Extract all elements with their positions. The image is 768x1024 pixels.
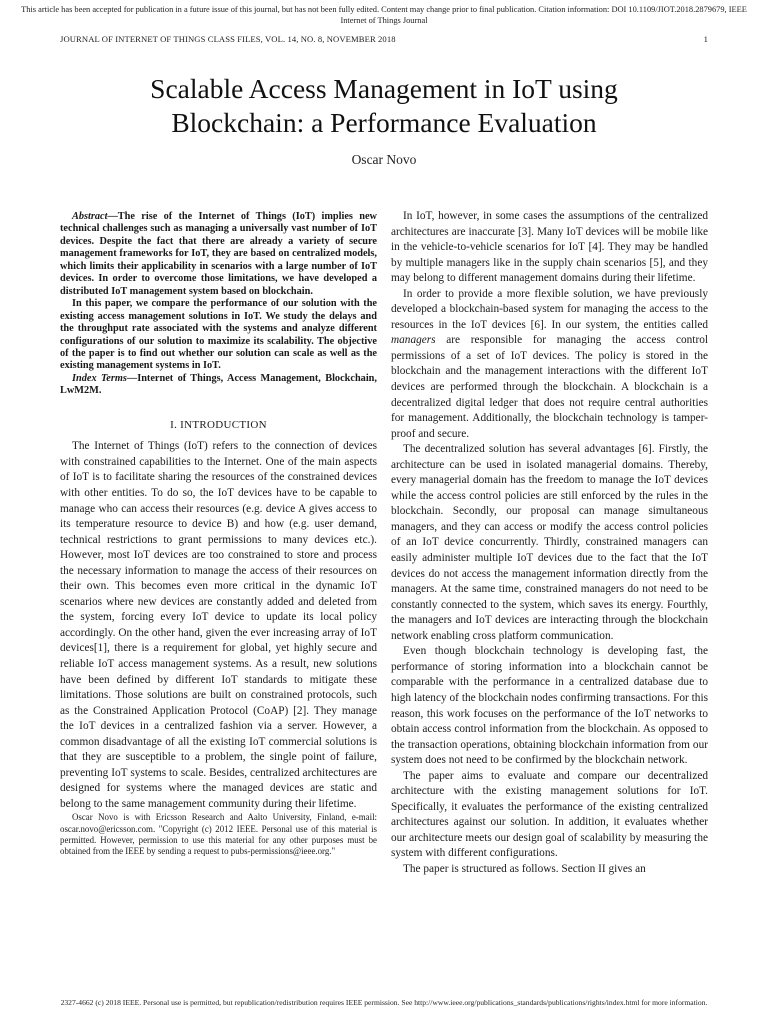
body-paragraph-1: In IoT, however, in some cases the assumptions of the centralized architectures are inaccurate [3]. Many IoT devices will be mobile like in the vehicle-to-vehicle scenarios for IoT [4]. They may be handled by multiple managers like in the supply chain scenarios [5], and they may belong to different management domains during their lifetime. (391, 210, 708, 285)
p2-part-a: In order to provide a more flexible solution, we have previously developed a blockchain-based system for managing the access to the resources in the IoT devices [6]. In our system, the entities called (391, 287, 708, 331)
abstract-paragraph (60, 211, 377, 298)
section-heading-introduction (60, 418, 377, 434)
body-paragraph-5: The paper aims to evaluate and compare our decentralized architecture with the existing management solutions for IoT. Specifically, it evaluates the performance of the existing centralized architectures against our solution. In addition, it evaluates whether our architecture meets our design goal of scalability by measuring the system with different configurations. (391, 769, 708, 860)
title-line-2: Blockchain: a Performance Evaluation (171, 107, 597, 138)
section-title-rest: NTRODUCTION (184, 418, 267, 431)
p2-emphasis-managers: managers (391, 334, 436, 347)
body-paragraph-2 (391, 287, 708, 442)
body-paragraph-4: Even though blockchain technology is developing fast, the performance of storing information into a blockchain cannot be comparable with the performance in a centralized database due to high latency of the blockchain nodes confirming transactions. For this reason, this work focuses on the performance of the IoT networks to obtain access control information from the blockchain. As opposed to the transaction operations, obtaining blockchain information from our system does not need to be confirmed by the blockchain network. (391, 645, 708, 767)
body-paragraph-3: The decentralized solution has several advantages [6]. Firstly, the architecture can be used in isolated managerial domains. Thereby, every managerial domain has the freedom to manage the IoT devices while the access control policies are still enforced by the rules in the blockchain. Secondly, our proposal can manage simultaneous managers, and they can access or modify the access control policies of an IoT device concurrently. Thirdly, constrained managers can easily administer multiple IoT devices due to the fact that the IoT devices do not access the management information directly from the managers. At the same time, constrained managers do not need to be constantly connected to the system, which saves its energy. Fourthly, the managers and IoT devices are interacting through the blockchain network enabling cross platform communication. (391, 443, 708, 642)
running-head (60, 34, 708, 44)
publication-notice: This article has been accepted for publication in a future issue of this journal, but has not been fully edited. Content may change prior to final publication. Citation information: DOI 10.1109/JIOT.2018.2879679, IEEE Internet of Things Journal (21, 5, 747, 25)
abstract-paragraph-2: In this paper, we compare the performance of our solution with the existing access management solutions in IoT. We study the delays and the throughput rate associated with the systems and analyze different configurations of our solution to maximize its scalability. The objective of the paper is to find out whether our solution can scale as well as the existing management systems in IoT. (60, 298, 377, 372)
left-column (60, 211, 377, 858)
author-name: Oscar Novo (351, 152, 417, 167)
intro-paragraph: The Internet of Things (IoT) refers to the connection of devices with constrained capabilities to the Internet. One of the main aspects of IoT is to facilitate sharing the resources of the constrained devices with other entities. To do so, the IoT devices have to be capable to manage who can access their resources (e.g. device A gives access to its temperature resource to device B) and how (e.g. user demand, technical restrictions to grant permissions to many devices etc.). However, most IoT devices are too constrained to store and process the necessary information to manage the access of their resources on their own. This becomes even more critical in the dynamic IoT scenarios where new devices are constantly added and deleted from the system, forcing every IoT device to update its local policy accordingly. On the other hand, given the ever increasing array of IoT devices[1], there is a requirement for global, yet highly secure and reliable IoT access management systems. As a result, new solutions have been defined by different IoT standards to mitigate these limitations. Those solutions are built on constrained protocols, such as the Constrained Application Protocol (CoAP) [2]. They manage the IoT devices in a centralized fashion via a server. However, a common disadvantage of all the existing IoT commercial solutions is that they are susceptible to a problem, the single point of failure, preventing IoT systems to scale. Besides, centralized architectures are designed for systems where the managed devices are static and belong to the same management community during their lifetime. (60, 440, 377, 810)
title-line-1: Scalable Access Management in IoT using (150, 73, 618, 104)
journal-info: JOURNAL OF INTERNET OF THINGS CLASS FILES, VOL. 14, NO. 8, NOVEMBER 2018 (60, 34, 396, 44)
p2-part-b: are responsible for managing the access control permissions of a set of IoT devices. The policy is stored in the blockchain and the management interactions with the different IoT devices are performed through the blockchain. A blockchain is a decentralized digital ledger that does not require central authorities for management. Additionally, the blockchain technology is tamper-proof and secure. (391, 334, 708, 440)
copyright-notice: 2327-4662 (c) 2018 IEEE. Personal use is permitted, but republication/redistribution requires IEEE permission. See http://www.ieee.org/publications_standards/publications/rights/index.html for more information. (60, 998, 708, 1007)
page-number: 1 (703, 34, 708, 44)
paper-title (60, 72, 708, 140)
body-paragraph-6: The paper is structured as follows. Section II gives an (403, 862, 646, 875)
index-terms-lead: Index Terms (72, 372, 127, 384)
abstract-lead: Abstract (72, 211, 108, 222)
index-terms (60, 373, 377, 398)
right-column (391, 209, 708, 878)
section-numeral: I. I (170, 418, 185, 431)
abstract-text: —The rise of the Internet of Things (IoT) implies new technical challenges such as managing a universally vast number of IoT devices. Despite the fact that there are already a variety of secure management frameworks for IoT, they are based on centralized models, which limits their applicability in scenarios with a large number of IoT devices. In order to overcome those limitations, we have developed a distributed IoT management system based on blockchain. (60, 211, 377, 297)
author-footnote: Oscar Novo is with Ericsson Research and Aalto University, Finland, e-mail: oscar.novo@ericsson.com. "Copyright (c) 2012 IEEE. Personal use of this material is permitted. However, permission to use this material for any other purposes must be obtained from the IEEE by sending a request to pubs-permissions@ieee.org." (60, 812, 377, 857)
index-terms-text: —Internet of Things, Access Management, Blockchain, LwM2M. (60, 372, 377, 397)
